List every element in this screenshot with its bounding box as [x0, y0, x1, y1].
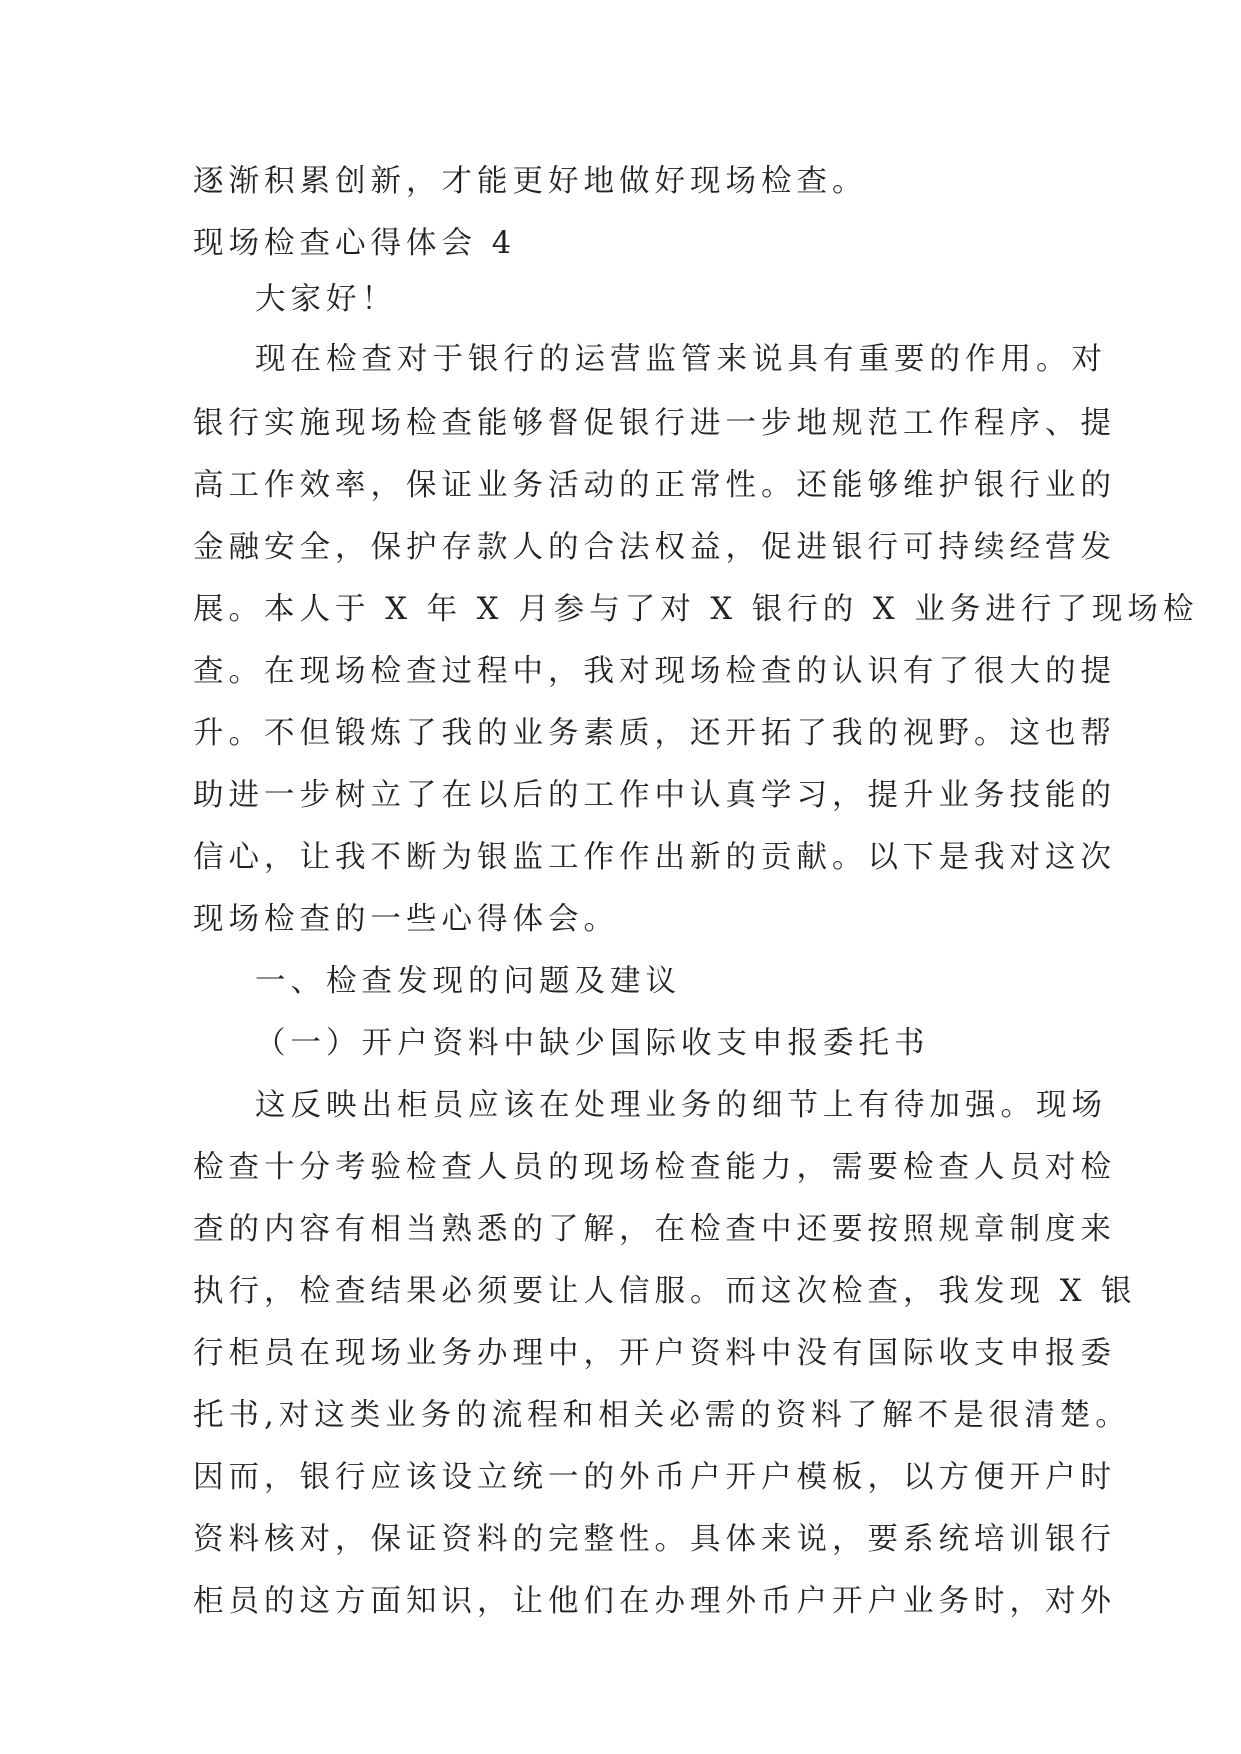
text-line: 银行实施现场检查能够督促银行进一步地规范工作程序、提 — [193, 406, 1116, 441]
text-line: 托书,对这类业务的流程和相关必需的资料了解不是很清楚。 — [193, 1398, 1131, 1433]
greeting: 大家好！ — [255, 282, 397, 317]
text-line: 资料核对，保证资料的完整性。具体来说，要系统培训银行 — [193, 1522, 1116, 1557]
text-line: 信心，让我不断为银监工作作出新的贡献。以下是我对这次 — [193, 840, 1116, 875]
text-line: 执行，检查结果必须要让人信服。而这次检查，我发现 X 银 — [193, 1274, 1137, 1309]
text-line: 柜员的这方面知识，让他们在办理外币户开户业务时，对外 — [193, 1584, 1116, 1619]
text-line: 因而，银行应该设立统一的外币户开户模板，以方便开户时 — [193, 1460, 1116, 1495]
text-line: 查。在现场检查过程中，我对现场检查的认识有了很大的提 — [193, 654, 1116, 689]
subsection-heading: 一、检查发现的问题及建议 — [255, 964, 681, 999]
text-line: 逐渐积累创新，才能更好地做好现场检查。 — [193, 164, 868, 199]
text-line: 现场检查的一些心得体会。 — [193, 902, 619, 937]
section-heading: 现场检查心得体会 4 — [193, 226, 517, 261]
text-line: 现在检查对于银行的运营监管来说具有重要的作用。对 — [255, 342, 1107, 377]
text-line: 行柜员在现场业务办理中，开户资料中没有国际收支申报委 — [193, 1336, 1116, 1371]
text-line: 展。本人于 X 年 X 月参与了对 X 银行的 X 业务进行了现场检 — [193, 592, 1199, 627]
text-line: 高工作效率，保证业务活动的正常性。还能够维护银行业的 — [193, 468, 1116, 503]
text-line: 助进一步树立了在以后的工作中认真学习，提升业务技能的 — [193, 778, 1116, 813]
text-line: 这反映出柜员应该在处理业务的细节上有待加强。现场 — [255, 1088, 1107, 1123]
text-line: 金融安全，保护存款人的合法权益，促进银行可持续经营发 — [193, 530, 1116, 565]
text-line: 升。不但锻炼了我的业务素质，还开拓了我的视野。这也帮 — [193, 716, 1116, 751]
text-line: 查的内容有相当熟悉的了解，在检查中还要按照规章制度来 — [193, 1212, 1116, 1247]
text-line: 检查十分考验检查人员的现场检查能力，需要检查人员对检 — [193, 1150, 1116, 1185]
subsection-heading: （一）开户资料中缺少国际收支申报委托书 — [255, 1026, 930, 1061]
